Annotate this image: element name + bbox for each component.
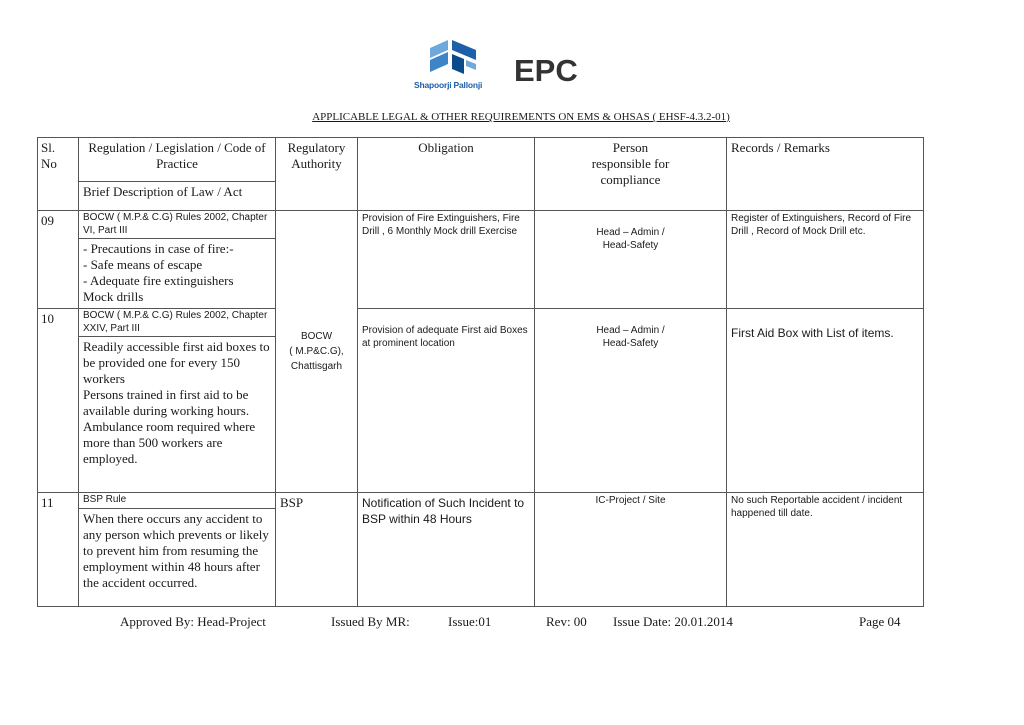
logo-brand-text: Shapoorji Pallonji bbox=[414, 80, 483, 90]
row-obligation: Provision of Fire Extinguishers, Fire Drill , 6 Monthly Mock drill Exercise bbox=[358, 211, 535, 309]
document-title: APPLICABLE LEGAL & OTHER REQUIREMENTS ON EMS & OHSAS ( EHSF-4.3.2-01) bbox=[312, 111, 730, 123]
row-obligation: Provision of adequate First aid Boxes at prominent location bbox=[358, 309, 535, 493]
footer-approved-by: Approved By: Head-Project bbox=[120, 614, 266, 629]
table-row bbox=[38, 493, 924, 607]
row-description: - Precautions in case of fire:- - Safe means of escape - Adequate fire extinguishers Mock drills bbox=[79, 238, 275, 307]
row-records: No such Reportable accident / incident happened till date. bbox=[727, 493, 924, 607]
header-regulatory-authority: Regulatory Authority bbox=[276, 138, 358, 211]
header-obligation: Obligation bbox=[358, 138, 535, 211]
row-obligation: Notification of Such Incident to BSP within 48 Hours bbox=[358, 493, 535, 607]
row-regulation-cell bbox=[79, 211, 276, 309]
table-row bbox=[38, 211, 924, 309]
header-brief-description: Brief Description of Law / Act bbox=[79, 181, 275, 210]
row-regulation: BSP Rule bbox=[83, 494, 127, 505]
header-records-remarks: Records / Remarks bbox=[727, 138, 924, 211]
header-regulation-cell bbox=[79, 138, 276, 211]
row-person-responsible: IC-Project / Site bbox=[535, 493, 727, 607]
row-person-responsible: Head – Admin / Head-Safety bbox=[535, 309, 727, 493]
footer-page-number: Page 04 bbox=[859, 614, 901, 629]
row-regulatory-authority: BSP bbox=[276, 493, 358, 607]
page-footer bbox=[0, 614, 1024, 634]
requirements-table bbox=[37, 137, 924, 607]
row-records: Register of Extinguishers, Record of Fire Drill , Record of Mock Drill etc. bbox=[727, 211, 924, 309]
table-row bbox=[38, 309, 924, 493]
footer-revision: Rev: 00 bbox=[546, 614, 587, 629]
row-regulation: BOCW ( M.P.& C.G) Rules 2002, Chapter XXIV, Part III bbox=[83, 310, 268, 334]
row-description: Readily accessible first aid boxes to be provided one for every 150 workers Persons trained in first aid to be available during working hours. Ambulance room required where more than 500 workers are employed. bbox=[79, 336, 275, 469]
row-regulation-cell bbox=[79, 309, 276, 493]
header-person-responsible: Person responsible for compliance bbox=[535, 138, 727, 211]
footer-issue-date: Issue Date: 20.01.2014 bbox=[613, 614, 733, 629]
company-logo bbox=[410, 38, 610, 94]
header-sl-no: Sl. No bbox=[38, 138, 79, 211]
row-regulatory-authority: BOCW ( M.P&C.G), Chattisgarh bbox=[276, 211, 358, 493]
row-description: When there occurs any accident to any person which prevents or likely to prevent him from resuming the employment within 48 hours after the accident occurred. bbox=[79, 508, 275, 593]
logo-mark-icon bbox=[424, 38, 484, 80]
row-sl-number: 09 bbox=[38, 211, 79, 309]
row-sl-number: 10 bbox=[38, 309, 79, 493]
footer-issued-by: Issued By MR: bbox=[331, 614, 410, 629]
header-regulation: Regulation / Legislation / Code of Practice bbox=[88, 140, 266, 171]
table-header-row bbox=[38, 138, 924, 211]
row-regulation-cell bbox=[79, 493, 276, 607]
row-sl-number: 11 bbox=[38, 493, 79, 607]
logo-epc-text: EPC bbox=[514, 53, 578, 88]
row-records: First Aid Box with List of items. bbox=[727, 309, 924, 493]
footer-issue-number: Issue:01 bbox=[448, 614, 492, 629]
row-regulation: BOCW ( M.P.& C.G) Rules 2002, Chapter VI, Part III bbox=[83, 212, 268, 236]
row-person-responsible: Head – Admin / Head-Safety bbox=[535, 211, 727, 309]
